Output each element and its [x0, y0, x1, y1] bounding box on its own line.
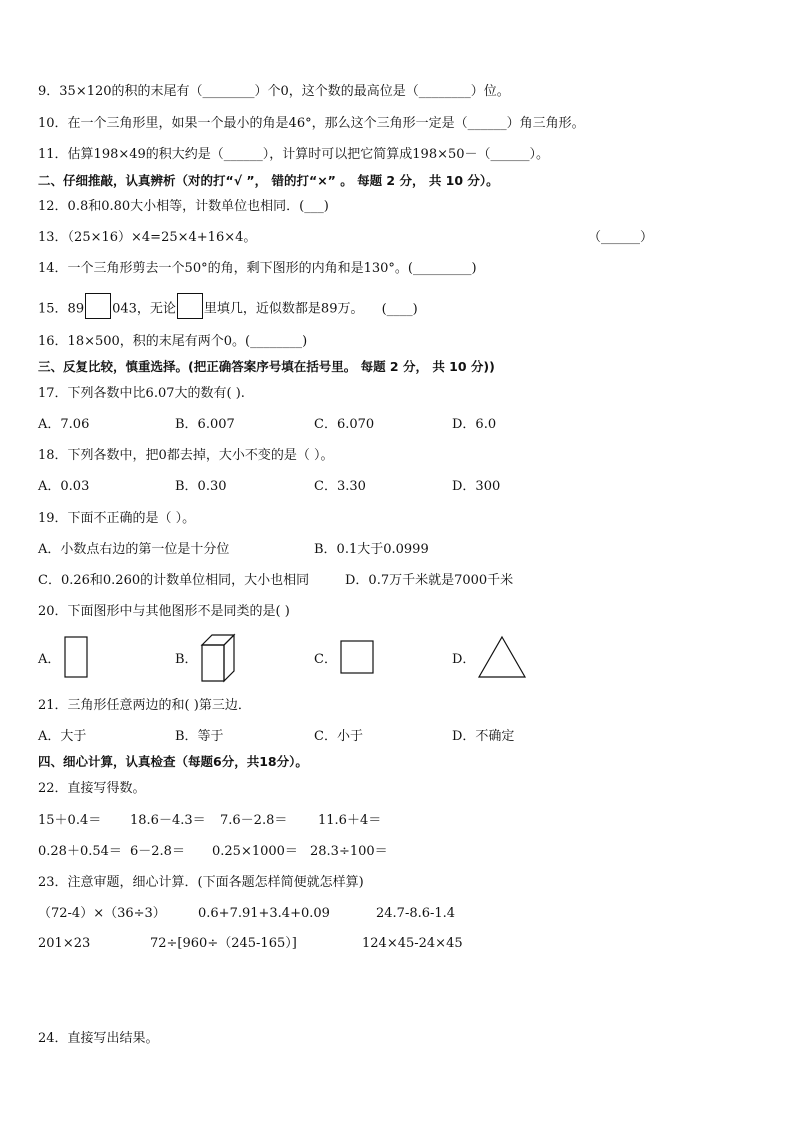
q18-option-a[interactable]: A．0.03 [38, 479, 90, 494]
q19-option-b[interactable]: B．0.1大于0.0999 [314, 542, 429, 557]
question-13: 13．（25×16）×4=25×4+16×4。 [38, 230, 257, 245]
q22-item: 11.6＋4＝ [318, 813, 382, 828]
question-17-stem: 17．下列各数中比6.07大的数有( ). [38, 386, 245, 401]
q20-option-d[interactable]: D． [452, 652, 476, 667]
question-22-stem: 22．直接写得数。 [38, 781, 146, 796]
question-10: 10．在一个三角形里，如果一个最小的角是46°，那么这个三角形一定是（______）角三角形。 [38, 116, 585, 131]
q21-option-d[interactable]: D．不确定 [452, 729, 515, 744]
section-4-heading: 四、细心计算，认真检查（每题6分，共18分）。 [38, 754, 308, 769]
question-15-part2: 043，无论 [112, 301, 176, 317]
question-24-stem: 24．直接写出结果。 [38, 1031, 159, 1046]
digit-box[interactable] [85, 293, 111, 319]
q18-option-b[interactable]: B．0.30 [175, 479, 227, 494]
digit-box-reference [177, 293, 203, 319]
q18-option-c[interactable]: C．3.30 [314, 479, 366, 494]
question-14: 14．一个三角形剪去一个50°的角，剩下图形的内角和是130°。(_________) [38, 261, 477, 276]
q19-option-c[interactable]: C．0.26和0.260的计数单位相同，大小也相同 [38, 573, 310, 588]
section-3-heading: 三、反复比较，慎重选择。(把正确答案序号填在括号里。 每题 2 分， 共 10 分)) [38, 359, 495, 374]
question-20-stem: 20．下面图形中与其他图形不是同类的是( ) [38, 604, 290, 619]
q20-option-a[interactable]: A． [38, 652, 61, 667]
section-2-heading: 二、仔细推敲，认真辨析（对的打“√ ”， 错的打“×” 。 每题 2 分， 共 10 分）。 [38, 173, 499, 188]
q23-item: 124×45-24×45 [362, 936, 463, 951]
q17-option-b[interactable]: B．6.007 [175, 417, 235, 432]
q20-option-b[interactable]: B． [175, 652, 198, 667]
question-12: 12．0.8和0.80大小相等，计数单位也相同．(___) [38, 199, 329, 214]
cuboid-figure [200, 633, 236, 683]
q22-item: 15＋0.4＝ [38, 813, 102, 828]
q22-item: 28.3÷100＝ [310, 844, 388, 859]
q17-option-a[interactable]: A．7.06 [38, 417, 90, 432]
q21-option-a[interactable]: A．大于 [38, 729, 87, 744]
q23-item: 72÷[960÷（245-165）] [150, 936, 297, 951]
question-13-answer-blank[interactable]: （______） [588, 230, 654, 245]
question-15-answer-blank[interactable]: (____) [381, 301, 418, 317]
q17-option-d[interactable]: D．6.0 [452, 417, 497, 432]
question-19-stem: 19．下面不正确的是（ ）。 [38, 511, 196, 526]
q22-item: 0.25×1000＝ [212, 844, 298, 859]
question-23-stem: 23．注意审题，细心计算．(下面各题怎样简便就怎样算) [38, 875, 364, 890]
question-21-stem: 21．三角形任意两边的和( )第三边． [38, 698, 251, 713]
q20-option-c[interactable]: C． [314, 652, 337, 667]
triangle-figure [477, 635, 527, 679]
q18-option-d[interactable]: D．300 [452, 479, 501, 494]
q22-item: 7.6－2.8＝ [220, 813, 288, 828]
q17-option-c[interactable]: C．6.070 [314, 417, 375, 432]
question-16: 16．18×500，积的末尾有两个0。(________) [38, 334, 308, 349]
question-15-part3: 里填几，近似数都是89万。 [203, 301, 364, 317]
question-15-part1: 15．89 [38, 301, 85, 317]
tall-rectangle-figure [64, 636, 90, 680]
question-11: 11．估算198×49的积大约是（______），计算时可以把它简算成198×50－（______）。 [38, 147, 550, 162]
q23-item: 0.6+7.91+3.4+0.09 [198, 906, 330, 921]
q23-item: 201×23 [38, 936, 91, 951]
q22-item: 0.28＋0.54＝ [38, 844, 122, 859]
q22-item: 6－2.8＝ [130, 844, 185, 859]
square-figure [340, 640, 376, 676]
q23-item: 24.7-8.6-1.4 [376, 906, 456, 921]
q22-item: 18.6－4.3＝ [130, 813, 206, 828]
q19-option-d[interactable]: D．0.7万千米就是7000千米 [345, 573, 514, 588]
q23-item: （72-4）×（36÷3） [38, 906, 166, 921]
question-18-stem: 18．下列各数中，把0都去掉，大小不变的是（ ）。 [38, 448, 334, 463]
q21-option-b[interactable]: B．等于 [175, 729, 224, 744]
question-9: 9．35×120的积的末尾有（________）个0，这个数的最高位是（________）位。 [38, 84, 510, 99]
q19-option-a[interactable]: A．小数点右边的第一位是十分位 [38, 542, 230, 557]
q21-option-c[interactable]: C．小于 [314, 729, 363, 744]
question-15 [38, 296, 418, 322]
